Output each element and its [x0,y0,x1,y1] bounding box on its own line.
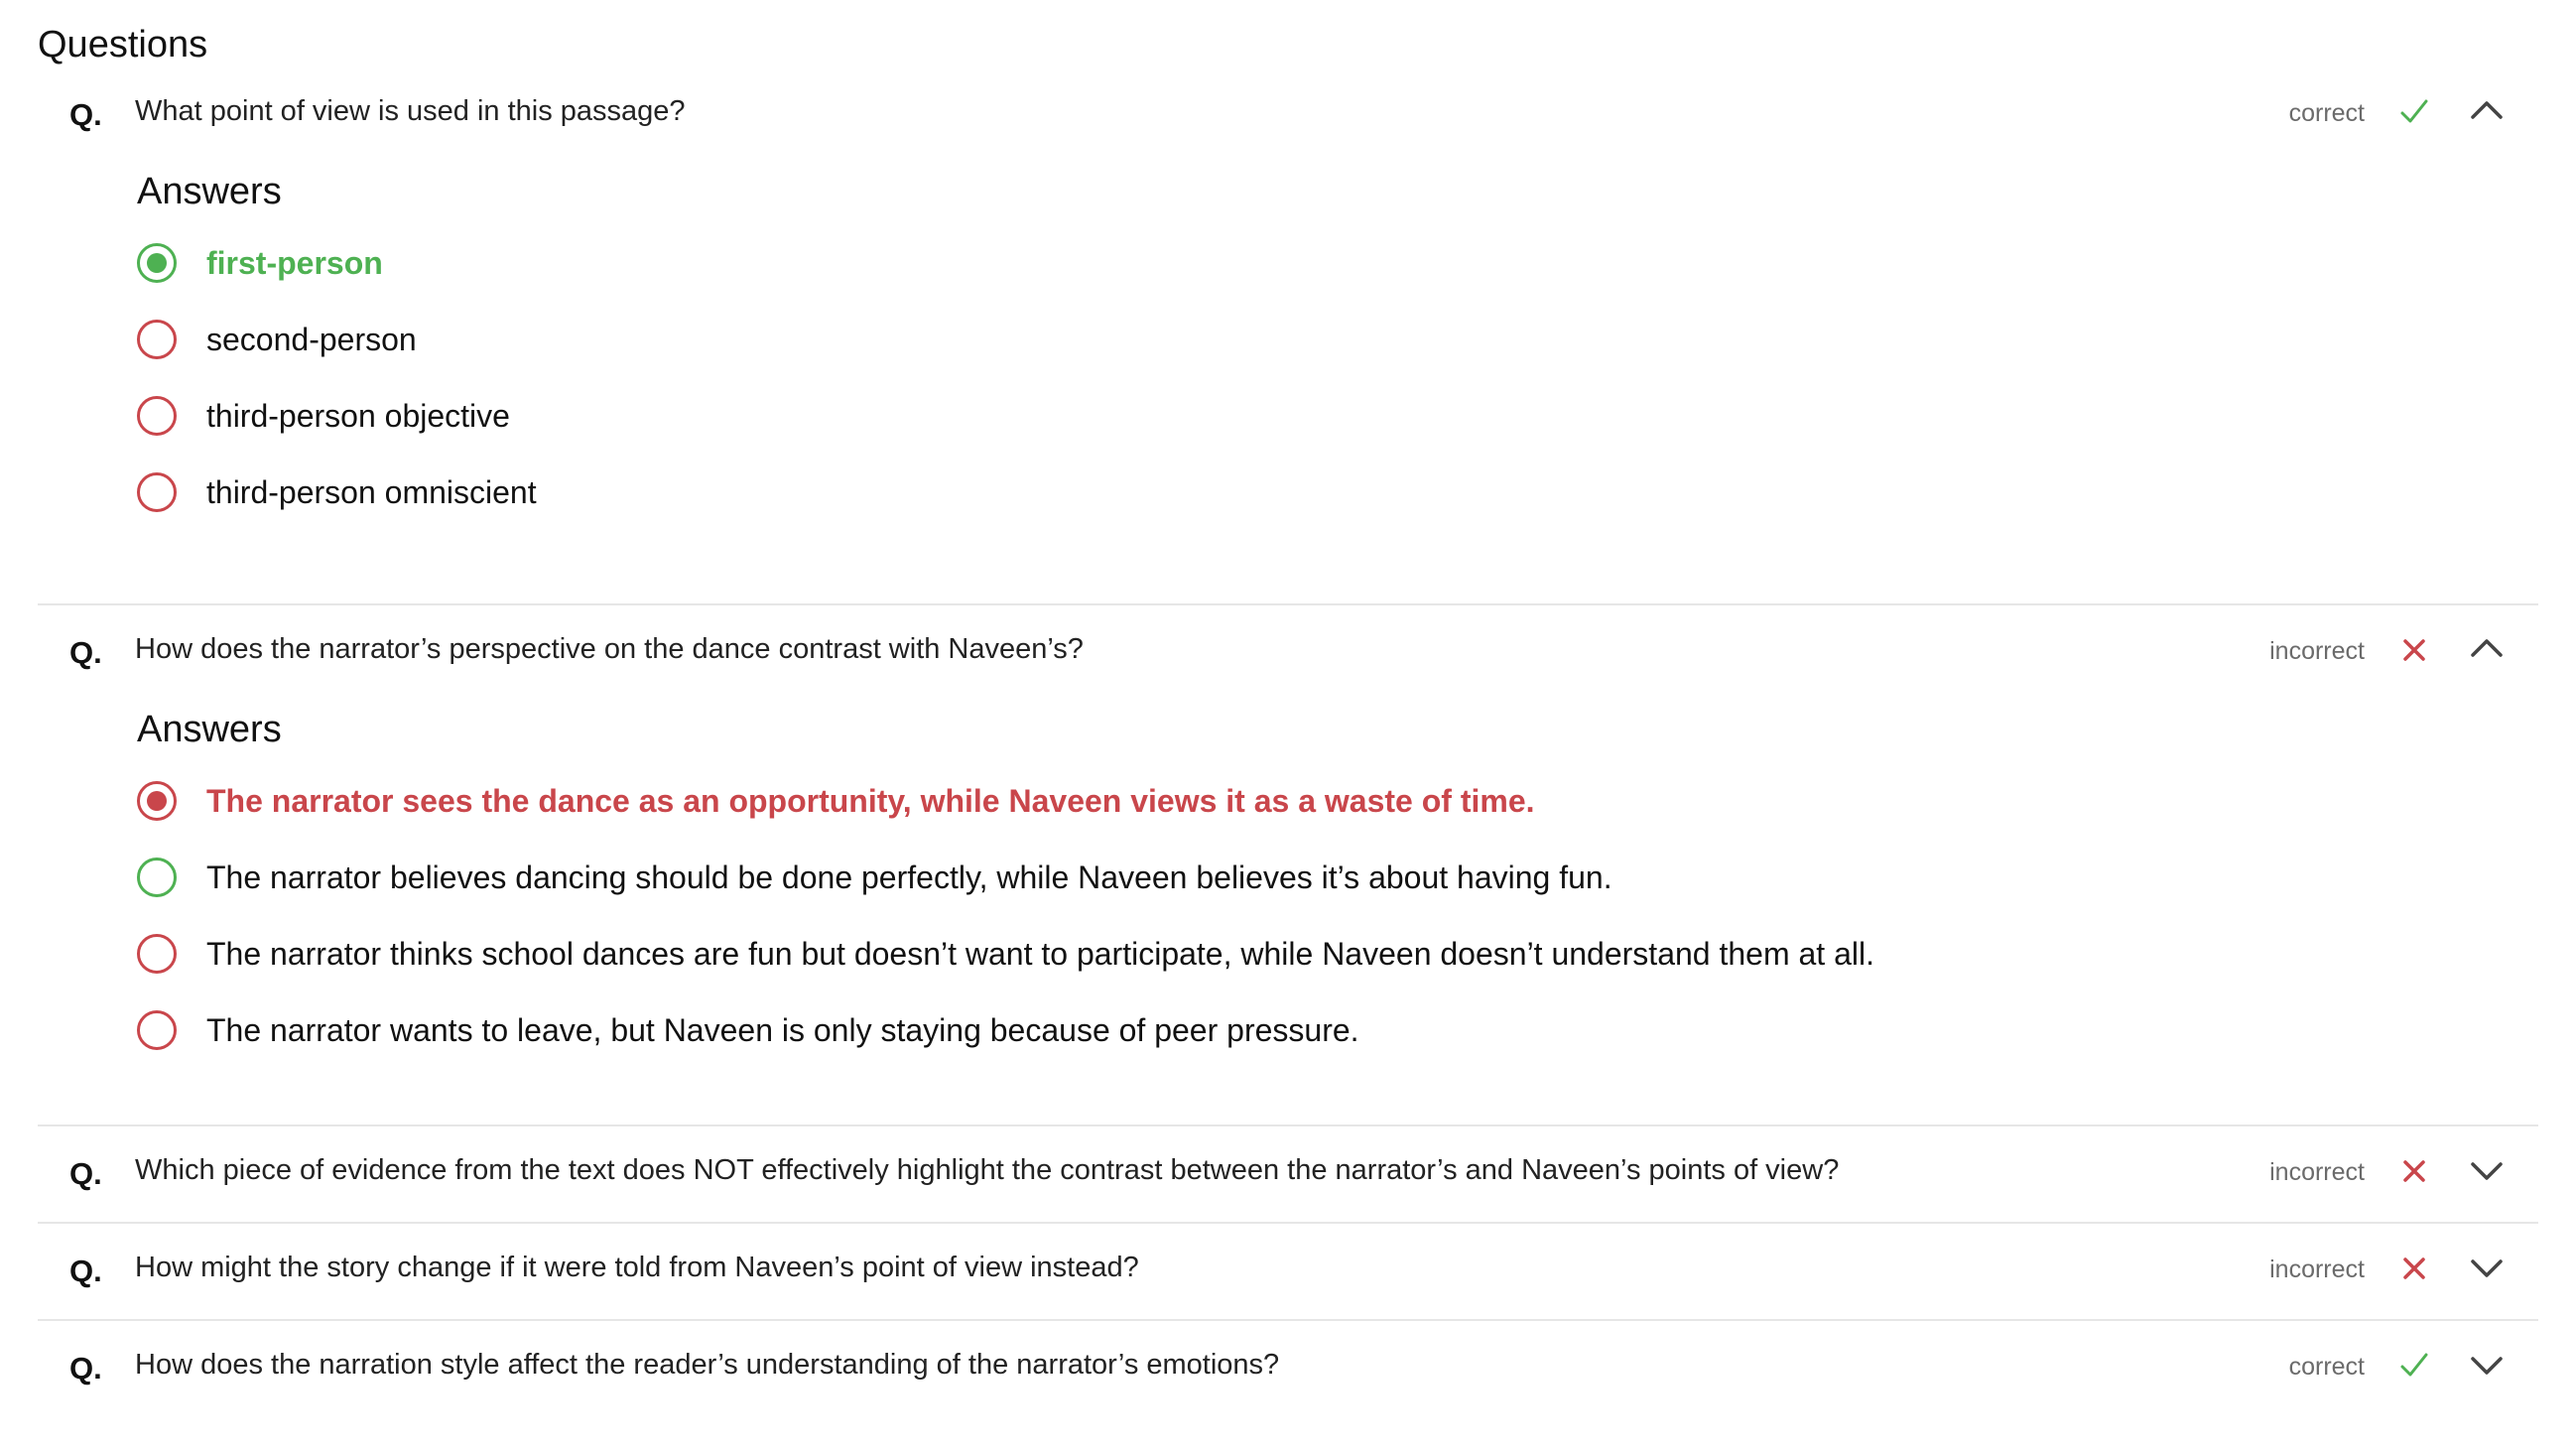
chevron-up-icon[interactable] [2463,625,2511,673]
answer-option[interactable] [137,839,2538,915]
answer-label: first-person [206,244,383,281]
chevron-down-icon[interactable] [2463,1341,2511,1388]
section-title: Questions [38,24,208,66]
check-icon [2394,89,2434,133]
radio-unselected-correct[interactable] [137,858,177,897]
question-item [38,1224,2538,1321]
question-text: How might the story change if it were told from Naveen’s point of view instead? [135,1252,1139,1283]
answers-section [38,157,2538,530]
status-label: incorrect [2269,637,2365,665]
radio-unselected[interactable] [137,320,177,359]
radio-selected-correct[interactable] [137,243,177,283]
question-header[interactable] [38,1321,2538,1410]
cross-icon [2394,1246,2434,1289]
answers-heading: Answers [137,709,282,750]
status-label: correct [2288,1353,2365,1381]
radio-unselected[interactable] [137,472,177,512]
answer-option[interactable] [137,377,2538,454]
cross-icon [2394,627,2434,671]
answers-heading: Answers [137,171,282,212]
question-text: How does the narration style affect the reader’s understanding of the narrator’s emotions? [135,1349,1280,1381]
answer-label: third-person objective [206,397,510,434]
answer-label: The narrator believes dancing should be done perfectly, while Naveen believes it’s about having fun. [206,859,1612,895]
question-header[interactable] [38,67,2538,157]
answer-label: second-person [206,321,417,357]
question-text: What point of view is used in this passage? [135,95,686,127]
answer-label: The narrator wants to leave, but Naveen is only staying because of peer pressure. [206,1011,1359,1048]
answer-label: third-person omniscient [206,473,537,510]
question-header[interactable] [38,605,2538,695]
chevron-up-icon[interactable] [2463,87,2511,135]
question-text: Which piece of evidence from the text does NOT effectively highlight the contrast between the narrator’s and Naveen’s points of view? [135,1154,1840,1186]
check-icon [2394,1343,2434,1387]
question-item [38,605,2538,1126]
status-label: incorrect [2269,1256,2365,1283]
radio-unselected[interactable] [137,934,177,974]
question-prefix: Q. [69,1156,102,1191]
status-label: correct [2288,99,2365,127]
radio-unselected[interactable] [137,1010,177,1050]
answer-option[interactable] [137,991,2538,1068]
answer-option[interactable] [137,454,2538,530]
answer-option[interactable] [137,915,2538,991]
question-prefix: Q. [69,1351,102,1386]
question-prefix: Q. [69,1254,102,1288]
answer-option[interactable] [137,224,2538,301]
answers-section [38,695,2538,1068]
radio-unselected[interactable] [137,396,177,436]
question-header[interactable] [38,1126,2538,1216]
answer-option[interactable] [137,301,2538,377]
question-item [38,1321,2538,1416]
chevron-down-icon[interactable] [2463,1244,2511,1291]
question-item [38,67,2538,605]
radio-selected-incorrect[interactable] [137,781,177,821]
question-prefix: Q. [69,97,102,132]
answer-label: The narrator thinks school dances are fun but doesn’t want to participate, while Naveen doesn’t understand them at all. [206,935,1874,972]
cross-icon [2394,1148,2434,1192]
question-header[interactable] [38,1224,2538,1313]
question-prefix: Q. [69,635,102,670]
status-label: incorrect [2269,1158,2365,1186]
question-item [38,1126,2538,1224]
chevron-down-icon[interactable] [2463,1146,2511,1194]
answer-option[interactable] [137,762,2538,839]
question-text: How does the narrator’s perspective on the dance contrast with Naveen’s? [135,633,1084,665]
answer-label: The narrator sees the dance as an opportunity, while Naveen views it as a waste of time. [206,782,1535,819]
